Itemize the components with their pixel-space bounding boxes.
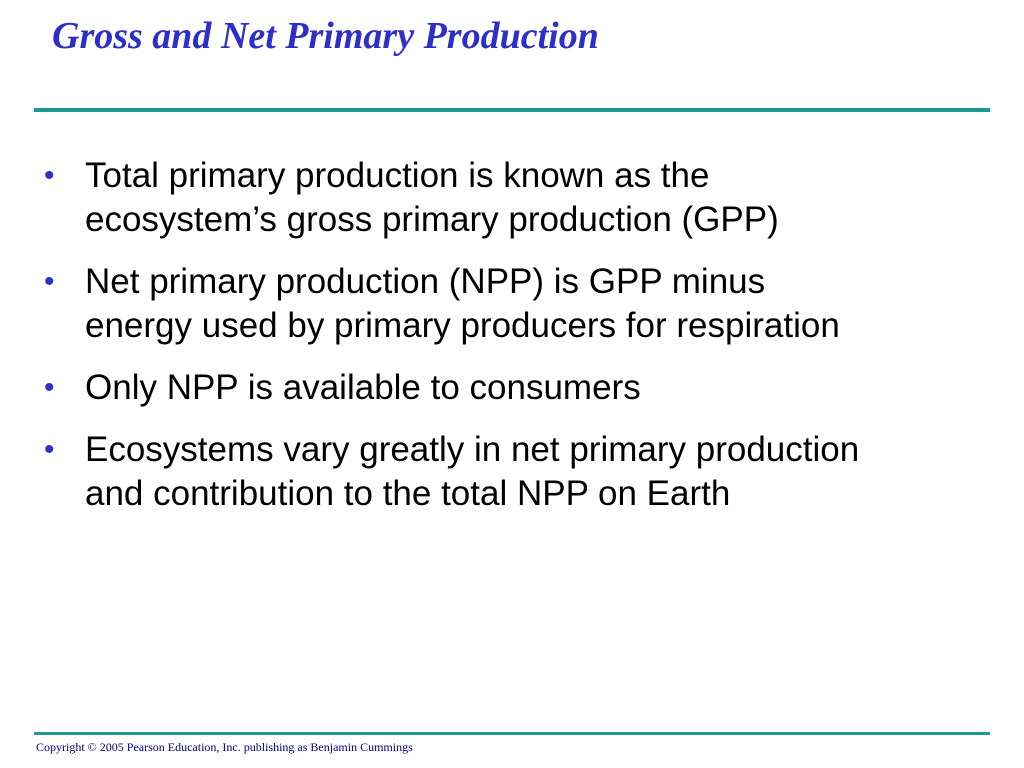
bullet-marker: •: [44, 265, 55, 298]
bullet-marker: •: [44, 159, 55, 192]
slide-title: Gross and Net Primary Production: [52, 15, 599, 57]
bullet-text-line: energy used by primary producers for respiration: [85, 306, 840, 345]
bullet-item: [40, 366, 990, 410]
bullet-marker: •: [44, 433, 55, 466]
bullet-text-line: Total primary production is known as the: [85, 156, 710, 195]
bullet-item: [40, 154, 990, 242]
bullet-list: [40, 154, 990, 534]
footer-divider: [34, 732, 990, 735]
bullet-marker: •: [44, 371, 55, 404]
bullet-item: [40, 428, 990, 516]
bullet-text-line: Only NPP is available to consumers: [85, 368, 641, 407]
bullet-text-line: Ecosystems vary greatly in net primary production: [85, 430, 860, 469]
bullet-item: [40, 260, 990, 348]
bullet-text-line: Net primary production (NPP) is GPP minus: [85, 262, 766, 301]
bullet-text-line: and contribution to the total NPP on Earth: [85, 474, 731, 513]
title-divider: [34, 108, 990, 112]
bullet-text-line: ecosystem’s gross primary production (GPP): [85, 200, 779, 239]
copyright-footer: Copyright © 2005 Pearson Education, Inc. publishing as Benjamin Cummings: [36, 740, 413, 754]
